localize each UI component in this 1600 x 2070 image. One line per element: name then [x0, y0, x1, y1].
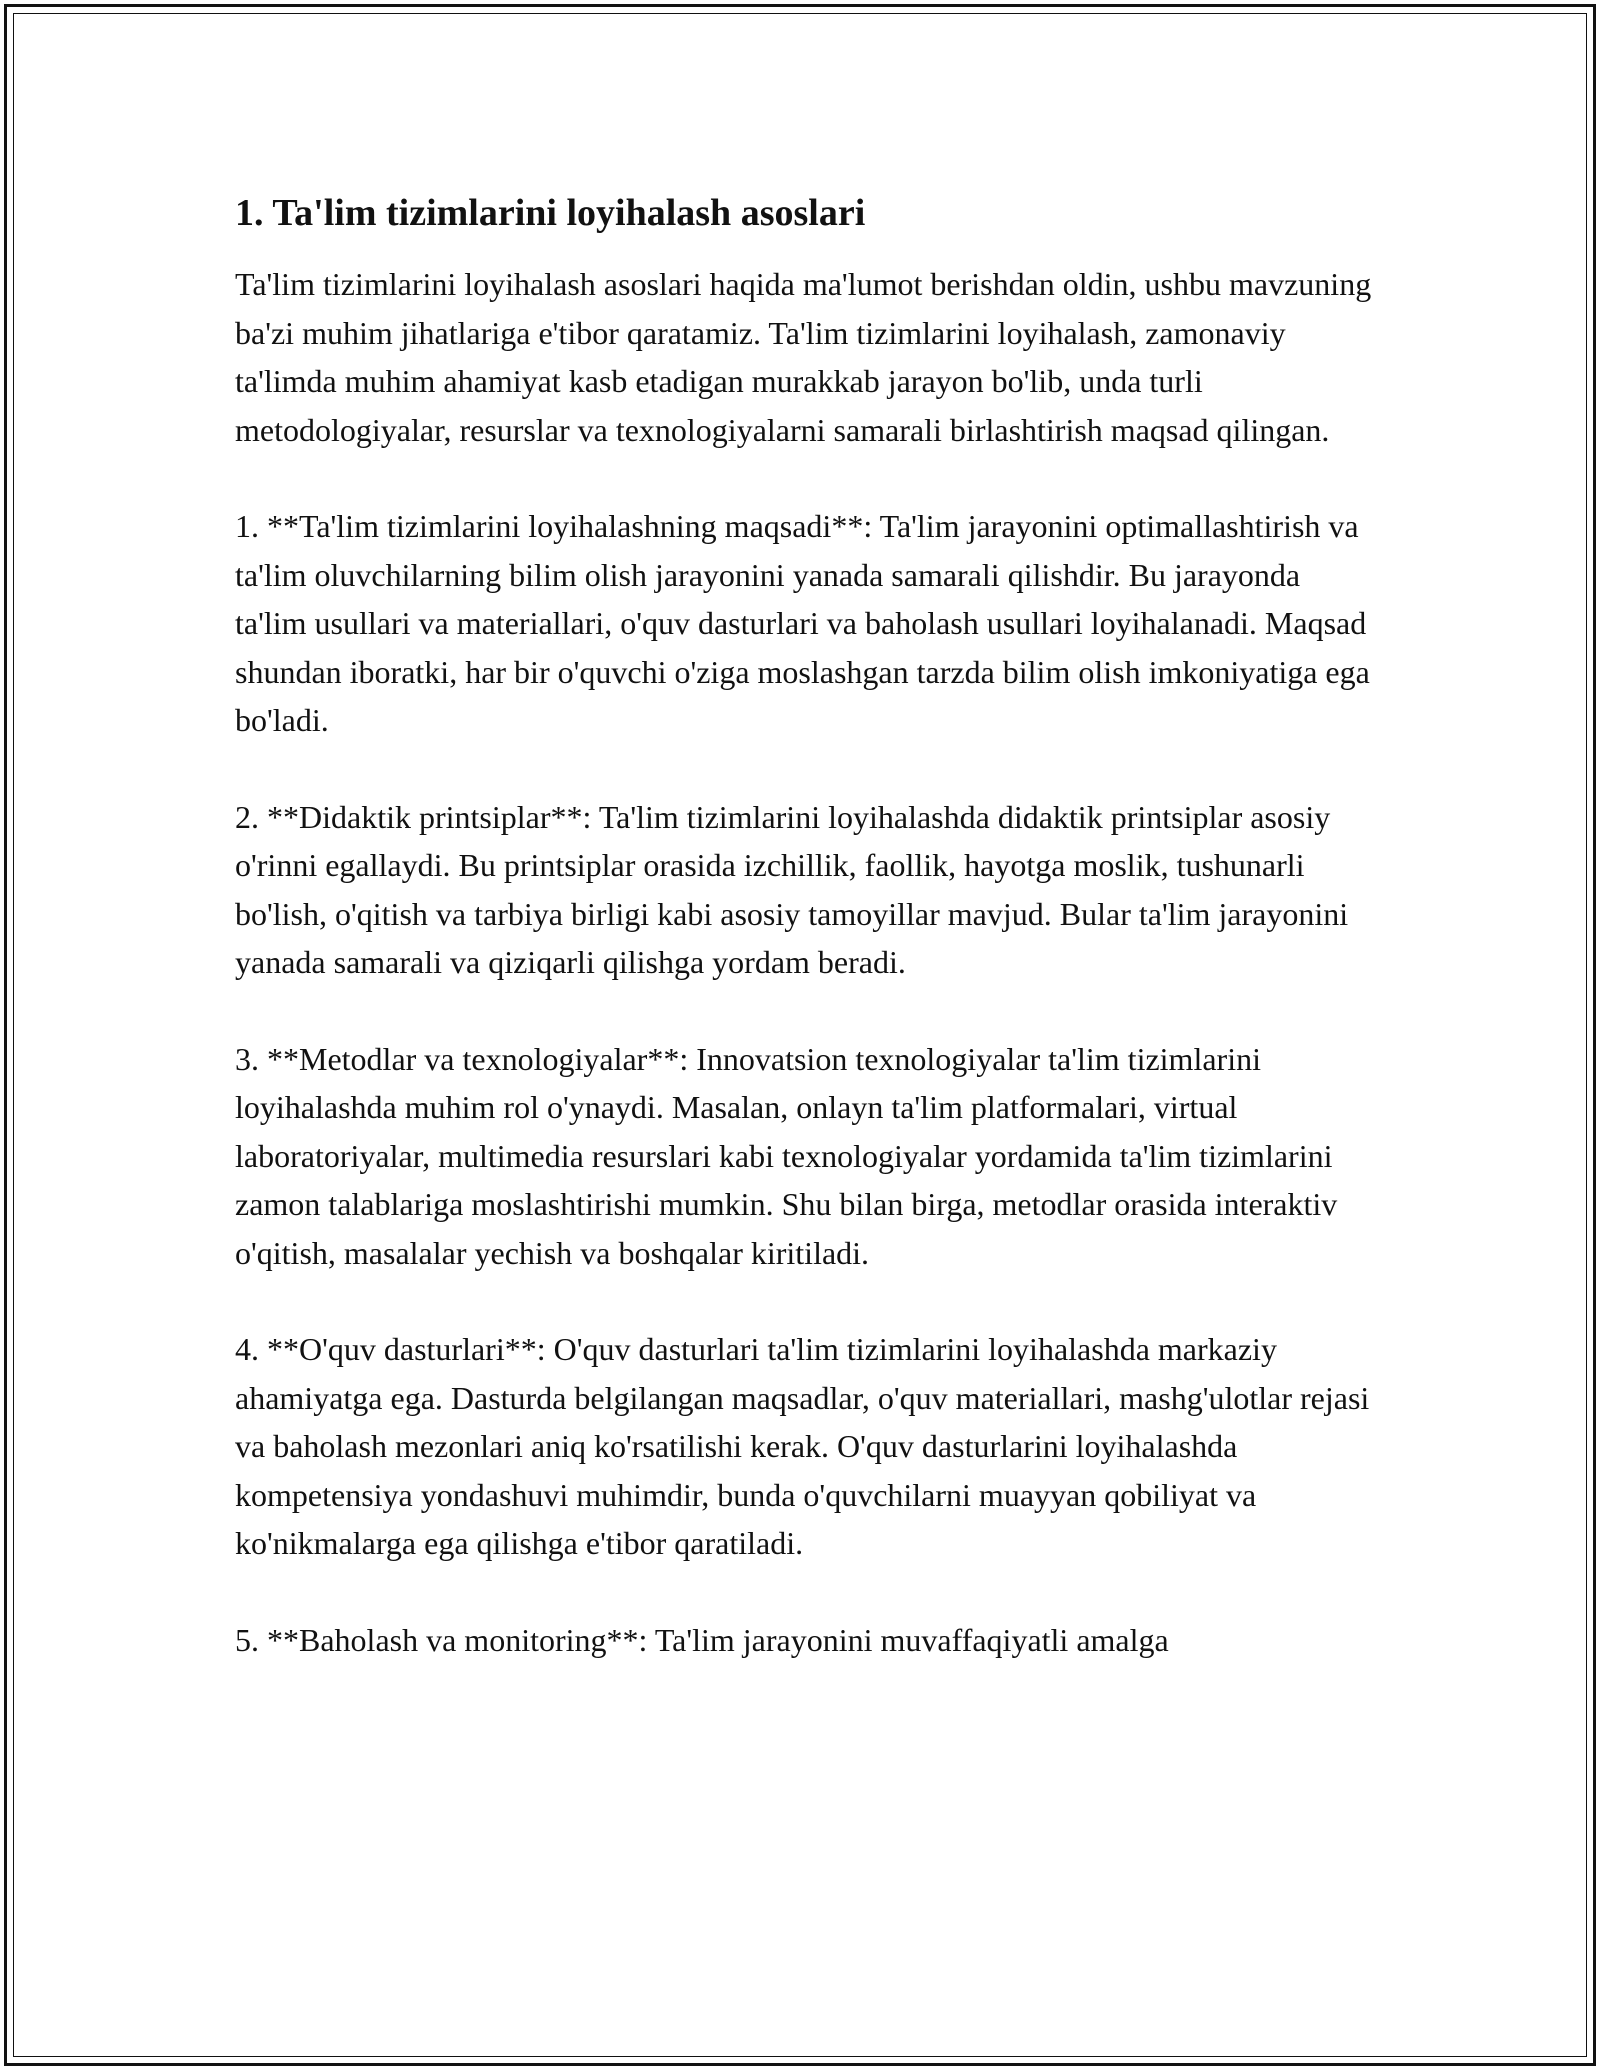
list-item-2-paragraph: 2. **Didaktik printsiplar**: Ta'lim tizimlarini loyihalashda didaktik printsiplar asosiy o'rinni egallaydi. Bu printsiplar orasida izchillik, faollik, hayotga moslik, tushunarli bo'lish, o'qitish va tarbiya birligi kabi asosiy tamoyillar mavjud. Bular ta'lim jarayonini yanada samarali va qiziqarli qilishga yordam beradi. [235, 798, 1349, 980]
intro-paragraph: Ta'lim tizimlarini loyihalash asoslari haqida ma'lumot berishdan oldin, ushbu mavzuning ba'zi muhim jihatlariga e'tibor qaratamiz. Ta'lim tizimlarini loyihalash, zamonaviy ta'limda muhim ahamiyat kasb etadigan murakkab jarayon bo'lib, unda turli metodologiyalar, resurslar va texnologiyalarni samarali birlashtirish maqsad qilingan. [235, 266, 1372, 448]
document-title: 1. Ta'lim tizimlarini loyihalash asoslari [235, 192, 866, 234]
list-item-5-paragraph: 5. **Baholash va monitoring**: Ta'lim jarayonini muvaffaqiyatli amalga [235, 1621, 1169, 1658]
list-item-1-paragraph: 1. **Ta'lim tizimlarini loyihalashning maqsadi**: Ta'lim jarayonini optimallashtirish va ta'lim oluvchilarning bilim olish jarayonini yanada samarali qilishdir. Bu jarayonda ta'lim usullari va materiallari, o'quv dasturlari va baholash usullari loyihalanadi. Maqsad shundan iboratki, har bir o'quvchi o'ziga moslashgan tarzda bilim olish imkoniyatiga ega bo'ladi. [235, 508, 1370, 738]
document-body [235, 186, 1375, 1712]
list-item-4-paragraph: 4. **O'quv dasturlari**: O'quv dasturlari ta'lim tizimlarini loyihalashda markaziy ahamiyatga ega. Dasturda belgilangan maqsadlar, o'quv materiallari, mashg'ulotlar rejasi va baholash mezonlari aniq ko'rsatilishi kerak. O'quv dasturlarini loyihalashda kompetensiya yondashuvi muhimdir, bunda o'quvchilarni muayyan qobiliyat va ko'nikmalarga ega qilishga e'tibor qaratiladi. [235, 1331, 1370, 1561]
list-item-3-paragraph: 3. **Metodlar va texnologiyalar**: Innovatsion texnologiyalar ta'lim tizimlarini loyihalashda muhim rol o'ynaydi. Masalan, onlayn ta'lim platformalari, virtual laboratoriyalar, multimedia resurslari kabi texnologiyalar yordamida ta'lim tizimlarini zamon talablariga moslashtirishi mumkin. Shu bilan birga, metodlar orasida interaktiv o'qitish, masalalar yechish va boshqalar kiritiladi. [235, 1040, 1338, 1271]
